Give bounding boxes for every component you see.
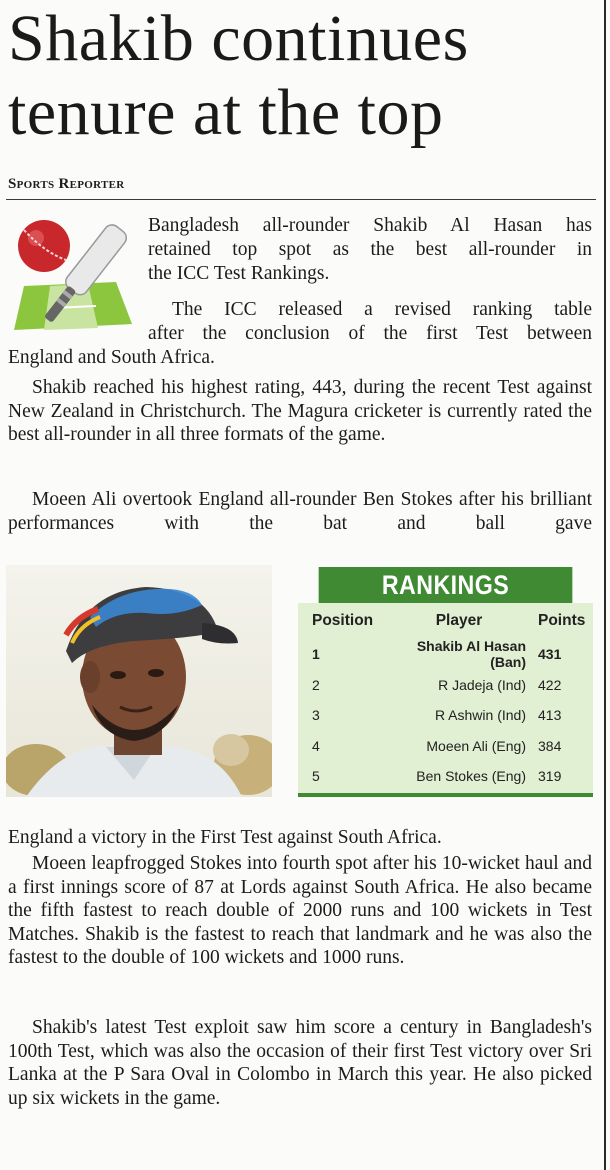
paragraph-6: Shakib's latest Test exploit saw him score a century in Bangladesh's 100th Test, which was also the occasion of their first Test victory over Sri Lanka at the P Sara Oval in Colombo in March this year. He also picked up six wickets in the game.	[8, 1017, 592, 1109]
rankings-table	[298, 567, 593, 800]
cell-player: Ben Stokes (Eng)	[416, 768, 526, 785]
table-row	[298, 670, 593, 701]
headline-line-2: tenure at the top	[8, 76, 444, 149]
intro-line-5: after the conclusion of the first Test between	[148, 323, 592, 344]
intro-line-2: retained top spot as the best all-rounder in	[148, 239, 592, 260]
cell-points: 422	[538, 676, 562, 693]
player-portrait	[6, 565, 272, 797]
paragraph-3: Moeen Ali overtook England all-rounder Ben Stokes after his brilliant performances with the bat and ball gave	[8, 489, 592, 534]
intro-line-1: Bangladesh all-rounder Shakib Al Hasan has	[148, 215, 592, 236]
cell-points: 431	[538, 646, 562, 663]
cell-points: 413	[538, 707, 562, 724]
rankings-body	[298, 603, 593, 797]
column-header-points: Points	[538, 612, 586, 629]
table-row	[298, 731, 593, 762]
cell-points: 384	[538, 737, 562, 754]
cell-player: R Ashwin (Ind)	[434, 707, 526, 724]
paragraph-5: Moeen leapfrogged Stokes into fourth spot after his 10-wicket haul and a first innings score of 87 at Lords against South Africa. He also became the fifth fastest to reach double of 2000 runs and 100 wickets in Test Matches. Shakib is the fastest to reach that landmark and he was also the fastest to the double of 100 wickets and 1000 runs.	[8, 853, 592, 969]
cell-position: 5	[312, 768, 320, 785]
cell-points: 319	[538, 768, 562, 785]
intro-line-4: The ICC released a revised ranking table	[172, 299, 592, 320]
cell-position: 4	[312, 737, 320, 754]
column-header-player: Player	[435, 612, 483, 629]
cell-player: Shakib Al Hasan (Ban)	[416, 638, 526, 671]
table-row	[298, 761, 593, 792]
headline	[8, 2, 598, 150]
table-row	[298, 700, 593, 731]
cell-position: 2	[312, 676, 320, 693]
table-header-row	[298, 603, 593, 639]
intro-line-3: the ICC Test Rankings.	[148, 263, 330, 284]
cricket-ball-bat-icon	[14, 212, 132, 340]
intro-line-6: England and South Africa.	[8, 347, 215, 368]
cell-position: 1	[312, 646, 320, 663]
paragraph-2: Shakib reached his highest rating, 443, during the recent Test against New Zealand in Christchurch. The Magura cricketer is currently rated the best all-rounder in all three formats of the game.	[8, 377, 592, 446]
column-header-position: Position	[312, 612, 374, 629]
rankings-title: RANKINGS	[319, 567, 573, 603]
paragraph-4: England a victory in the First Test against South Africa.	[8, 827, 442, 848]
byline-divider	[6, 199, 596, 200]
cell-player: R Jadeja (Ind)	[438, 676, 526, 693]
table-row	[298, 639, 593, 670]
column-rule	[604, 0, 606, 1170]
cell-player: Moeen Ali (Eng)	[426, 737, 526, 754]
headline-line-1: Shakib continues	[8, 2, 469, 75]
cell-position: 3	[312, 707, 320, 724]
byline: Sports Reporter	[8, 176, 125, 192]
